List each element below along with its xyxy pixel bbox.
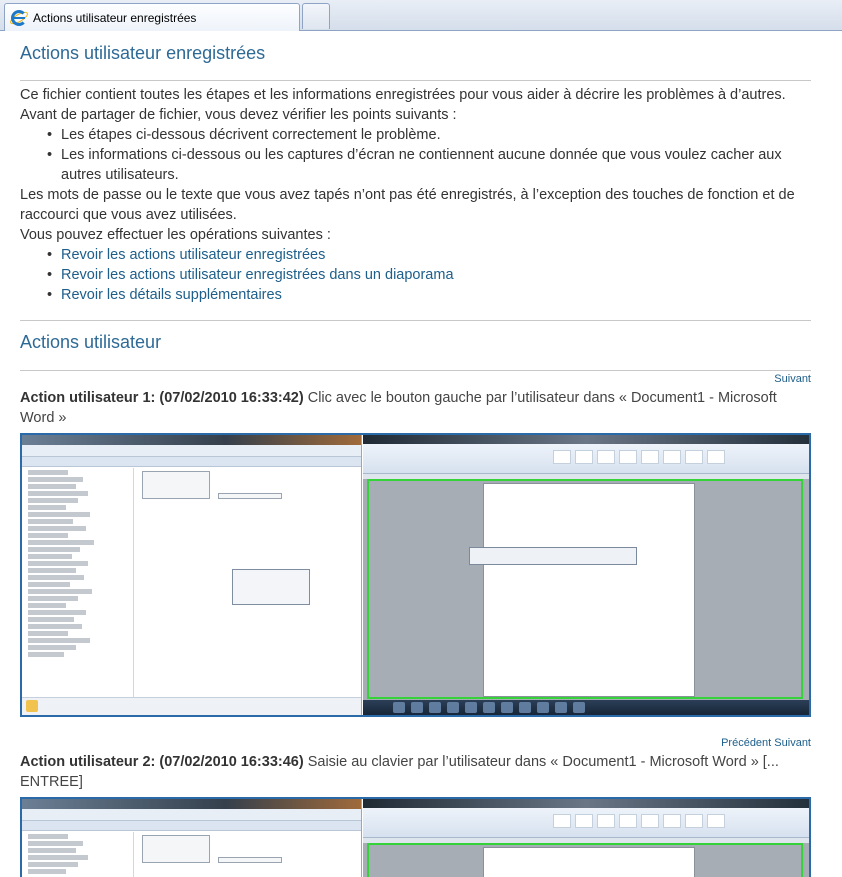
intro-text: Ce fichier contient toutes les étapes et les informations enregistrées pour vous aider à décrire les problèmes à d’autres. [20, 87, 786, 103]
step-description: Clic avec le bouton gauche par l’utilisateur dans « Document1 - Microsoft Word » [20, 390, 777, 426]
tab-strip [0, 0, 842, 31]
step-2-text [20, 752, 811, 792]
word-window [363, 799, 809, 877]
page-title: Actions utilisateur enregistrées [20, 43, 266, 63]
step-heading: Action utilisateur 1: (07/02/2010 16:33:42) [20, 390, 304, 406]
next-link[interactable]: Suivant [774, 737, 811, 749]
page-content [20, 31, 811, 877]
operations-list [20, 245, 811, 305]
new-tab-button[interactable] [302, 3, 330, 29]
intro-checklist-title: Avant de partager de fichier, vous devez vérifier les points suivants : [20, 107, 457, 123]
step-nav [20, 737, 811, 752]
ie-logo-icon [11, 10, 27, 26]
explorer-window [22, 435, 362, 715]
step-description: Saisie au clavier par l’utilisateur dans « Document1 - Microsoft Word » [... ENTREE] [20, 754, 779, 790]
step-1-screenshot[interactable] [20, 433, 811, 717]
tab-title: Actions utilisateur enregistrées [33, 10, 197, 25]
list-item: • Les informations ci-dessous ou les captures d’écran ne contiennent aucune donnée que vous voulez cacher aux autres utilisateurs. [20, 145, 811, 185]
next-link[interactable]: Suivant [774, 373, 811, 385]
previous-link[interactable]: Précédent [721, 737, 772, 749]
review-steps-link[interactable]: Revoir les actions utilisateur enregistrées [61, 247, 326, 263]
section-title: Actions utilisateur [20, 332, 162, 352]
list-item [20, 245, 811, 265]
step-heading: Action utilisateur 2: (07/02/2010 16:33:46) [20, 754, 304, 770]
list-item: • Les étapes ci-dessous décrivent correctement le problème. [20, 125, 811, 145]
step-nav [20, 373, 811, 388]
list-item [20, 265, 811, 285]
checklist [20, 125, 811, 185]
list-item [20, 285, 811, 305]
review-slideshow-link[interactable]: Revoir les actions utilisateur enregistrées dans un diaporama [61, 267, 454, 283]
review-details-link[interactable]: Revoir les détails supplémentaires [61, 287, 282, 303]
privacy-note: Les mots de passe ou le texte que vous avez tapés n’ont pas été enregistrés, à l’exception des touches de fonction et de raccourci que vous avez utilisées. [20, 187, 795, 223]
step-1-text [20, 388, 811, 428]
step-2-screenshot[interactable] [20, 797, 811, 877]
browser-tab[interactable] [4, 3, 300, 31]
word-window [363, 435, 809, 715]
operations-title: Vous pouvez effectuer les opérations suivantes : [20, 227, 331, 243]
explorer-window [22, 799, 362, 877]
